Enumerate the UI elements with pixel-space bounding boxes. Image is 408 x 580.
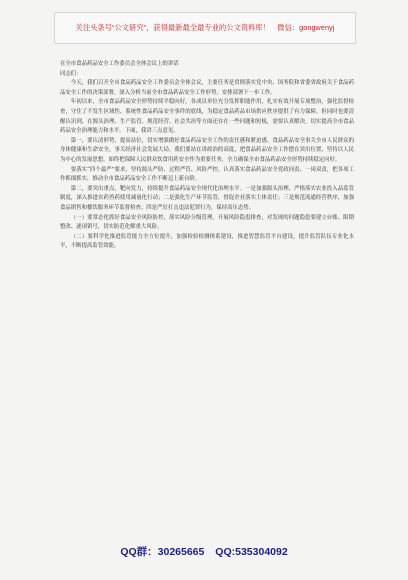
qq-group-text: QQ群：30265665 [120,546,205,558]
paragraph: 今天，我们召开全市食品药品安全工作委员会全体会议，主要任务是贯彻落实党中央、国务院和省委省政府关于食品药品安全工作的决策部署，深入分析当前全市食品药品安全工作形势，安排部署下一步工作。 [60,80,354,96]
paragraph: 第一，要认清形势，提高站位，切实增强做好食品药品安全工作的责任感和紧迫感。食品药品安全事关全市人民群众的身体健康和生命安全，事关经济社会发展大局。我们要站在讲政治的高度，把食品药品安全工作摆在突出位置，坚持以人民为中心的发展思想，始终把保障人民群众饮食用药安全作为重要任务，全力确保全市食品药品安全形势持续稳定向好。 [60,137,354,163]
paragraph: 年初以来，全市食品药品安全形势持续平稳向好，各成员单位充分发挥职能作用，扎实有效开展专项整治，强化监督检查，守住了不发生区域性、系统性食品药品安全事件的底线，为稳定食品药品市场供应秩序提供了有力保障。但同时也要清醒认识到，在源头治理、生产监管、规范经营、社会共治等方面还存在一些问题和短板，需要认真解决。切实提高全市食品药品安全治理能力和水平。下面，我讲三点意见。 [60,99,354,135]
paragraph: （一）要常态化抓好食品安全风险防控，落实风险分级管理，开展风险隐患排查，对发现的问题隐患要建立台账、限期整改、逐项销号，切实防范化解重大风险。 [60,214,354,231]
greeting: 同志们： [60,70,82,77]
paragraph: 要落实“四个最严”要求，坚持源头严防、过程严管、风险严控，认真落实食品药品安全党政同责、一岗双责，把各项工作抓细抓实，推动全市食品药品安全工作不断迈上新台阶。 [60,166,354,183]
paragraph: 第二，要突出重点，靶向发力，持续提升食品药品安全现代化治理水平。一是加强源头治理，严格落实农业投入品监管制度，深入推进农药兽药使用减量化行动；二是强化生产环节监管，督促企业落实主体责任；三是规范流通经营秩序，加强食品销售和餐饮服务环节监督检查；四是严厉打击违法犯罪行为，保持高压态势。 [60,185,354,211]
paragraph: （二）要科学化推进监管能力全方位提升，加强检验检测体系建设，推进智慧监管平台建设，提升监管队伍专业化水平，不断提高监管效能。 [60,233,354,250]
promo-banner [54,12,356,44]
promo-banner-text: 关注头条号“公文研究”，获得最新最全最专业的公文资料库！ 微信：gongwenyj [75,23,335,32]
speech-body [60,60,354,252]
qq-text: QQ:535304092 [215,546,288,558]
footer-contact [0,544,408,559]
speech-title: 在全市食品药品安全工作委员会全体会议上的讲话 [60,61,179,67]
